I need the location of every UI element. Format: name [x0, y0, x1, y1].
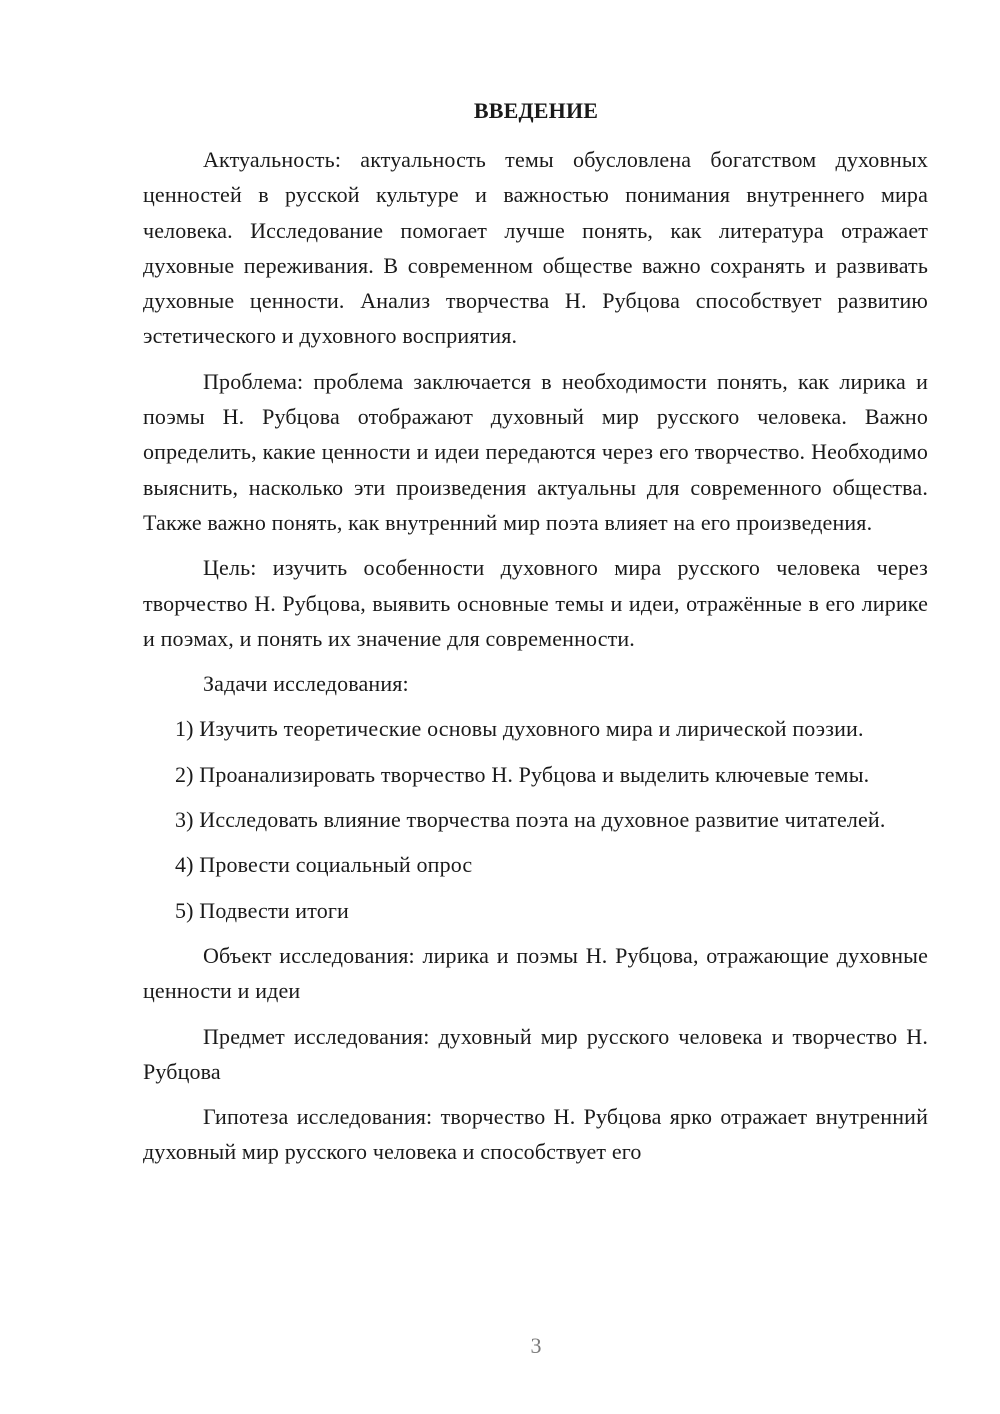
list-item: 1) Изучить теоретические основы духовного мира и лирической поэзии. [175, 716, 864, 742]
list-item: 4) Провести социальный опрос [175, 852, 473, 878]
section-title: ВВЕДЕНИЕ [473, 98, 599, 123]
paragraph-object: Объект исследования: лирика и поэмы Н. Рубцова, отражающие духовные ценности и идеи [143, 942, 928, 1004]
page-number: 3 [530, 1333, 542, 1358]
document-body [143, 142, 928, 1180]
paragraph-problem: Проблема: проблема заключается в необходимости понять, как лирика и поэмы Н. Рубцова отображают духовный мир русского человека. Важно определить, какие ценности и идеи передаются через его творчество. Необходимо выяснить, насколько эти произведения актуальны для современного общества. Также важно понять, как внутренний мир поэта влияет на его произведения. [143, 368, 928, 535]
paragraph-subject: Предмет исследования: духовный мир русского человека и творчество Н. Рубцова [143, 1023, 928, 1084]
paragraph-hypothesis: Гипотеза исследования: творчество Н. Рубцова ярко отражает внутренний духовный мир русского человека и способствует его [143, 1104, 928, 1165]
list-item: 2) Проанализировать творчество Н. Рубцова и выделить ключевые темы. [175, 761, 870, 787]
list-item: 3) Исследовать влияние творчества поэта на духовное развитие читателей. [175, 807, 886, 833]
list-item: 5) Подвести итоги [175, 897, 349, 923]
paragraph-goal: Цель: изучить особенности духовного мира русского человека через творчество Н. Рубцова, выявить основные темы и идеи, отражённые в его лирике и поэмах, и понять их значение для современности. [143, 555, 928, 651]
paragraph-tasks-heading: Задачи исследования: [203, 671, 409, 697]
paragraph-relevance: Актуальность: актуальность темы обусловлена богатством духовных ценностей в русской культуре и важностью понимания внутреннего мира человека. Исследование помогает лучше понять, как литература отражает духовные переживания. В современном обществе важно сохранять и развивать духовные ценности. Анализ творчества Н. Рубцова способствует развитию эстетического и духовного восприятия. [143, 147, 928, 349]
